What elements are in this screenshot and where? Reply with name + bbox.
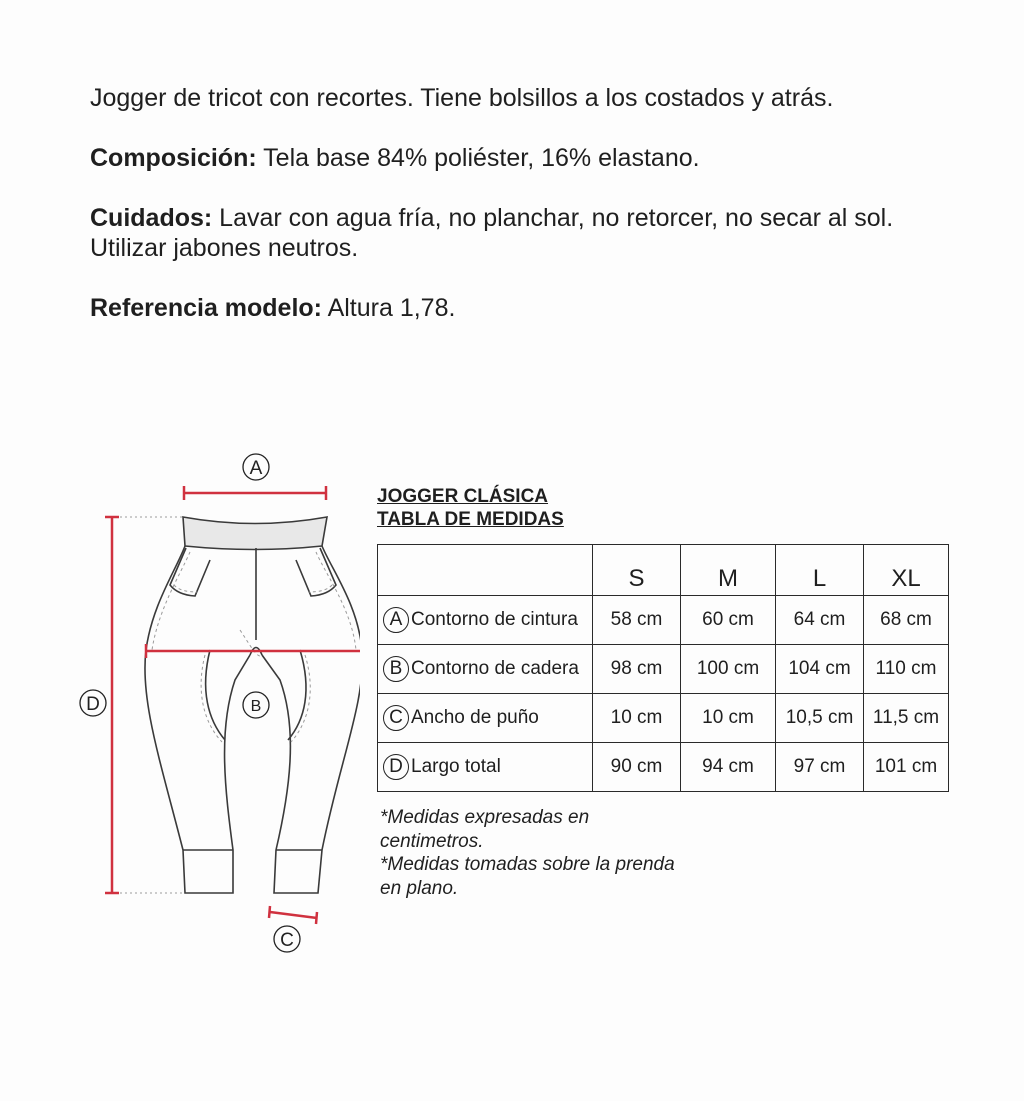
size-header-xl: XL [864, 545, 949, 596]
svg-text:C: C [280, 930, 294, 951]
row-label-cell [378, 694, 593, 743]
model-label: Referencia modelo: [90, 294, 323, 322]
measure-d-line [105, 517, 119, 893]
value-cell: 100 cm [681, 645, 776, 694]
size-table-title-line1: JOGGER CLÁSICA [377, 486, 549, 507]
value-cell: 68 cm [864, 596, 949, 645]
measure-c-line [269, 906, 317, 924]
care-text: Lavar con agua fría, no planchar, no retorcer, no secar al sol. Utilizar jabones neutros. [90, 204, 894, 262]
row-label: Largo total [411, 756, 501, 777]
row-marker: C [383, 705, 409, 731]
marker-d [80, 690, 106, 716]
value-cell: 10,5 cm [776, 694, 864, 743]
measurement-notes [380, 806, 680, 900]
product-description: Jogger de tricot con recortes. Tiene bolsillos a los costados y atrás. [90, 84, 834, 112]
note-line: *Medidas tomadas sobre la prenda en plano. [380, 854, 675, 899]
header-empty-cell [378, 545, 593, 596]
row-marker: A [383, 607, 409, 633]
value-cell: 90 cm [593, 743, 681, 792]
row-label-cell [378, 596, 593, 645]
composition-line [90, 143, 940, 173]
composition-label: Composición: [90, 144, 257, 172]
size-table-title [377, 485, 564, 531]
row-label-cell [378, 645, 593, 694]
measure-a-line [184, 486, 326, 500]
svg-text:D: D [86, 694, 100, 715]
table-row [378, 694, 949, 743]
table-row [378, 743, 949, 792]
svg-text:A: A [249, 458, 263, 479]
composition-text: Tela base 84% poliéster, 16% elastano. [256, 144, 700, 172]
value-cell: 10 cm [593, 694, 681, 743]
value-cell: 98 cm [593, 645, 681, 694]
value-cell: 64 cm [776, 596, 864, 645]
value-cell: 110 cm [864, 645, 949, 694]
value-cell: 11,5 cm [864, 694, 949, 743]
size-header-s: S [593, 545, 681, 596]
model-text: Altura 1,78. [322, 294, 456, 322]
value-cell: 10 cm [681, 694, 776, 743]
size-table [377, 544, 949, 792]
size-table-title-line2: TABLA DE MEDIDAS [377, 509, 564, 530]
row-label: Contorno de cintura [411, 609, 578, 630]
row-label: Ancho de puño [411, 707, 539, 728]
marker-a [243, 454, 269, 480]
note-line: *Medidas expresadas en centimetros. [380, 807, 590, 852]
size-header-m: M [681, 545, 776, 596]
value-cell: 97 cm [776, 743, 864, 792]
row-label-cell [378, 743, 593, 792]
jogger-diagram [0, 440, 360, 970]
value-cell: 60 cm [681, 596, 776, 645]
row-label: Contorno de cadera [411, 658, 579, 679]
svg-text:B: B [250, 698, 262, 715]
value-cell: 58 cm [593, 596, 681, 645]
marker-c [274, 926, 300, 952]
table-row [378, 645, 949, 694]
care-line [90, 203, 940, 263]
size-header-row [378, 545, 949, 596]
care-label: Cuidados: [90, 204, 213, 232]
model-reference-line [90, 293, 940, 323]
row-marker: B [383, 656, 409, 682]
value-cell: 101 cm [864, 743, 949, 792]
marker-b [243, 692, 269, 718]
value-cell: 104 cm [776, 645, 864, 694]
table-row [378, 596, 949, 645]
value-cell: 94 cm [681, 743, 776, 792]
measure-b-line [146, 644, 360, 658]
row-marker: D [383, 754, 409, 780]
size-header-l: L [776, 545, 864, 596]
